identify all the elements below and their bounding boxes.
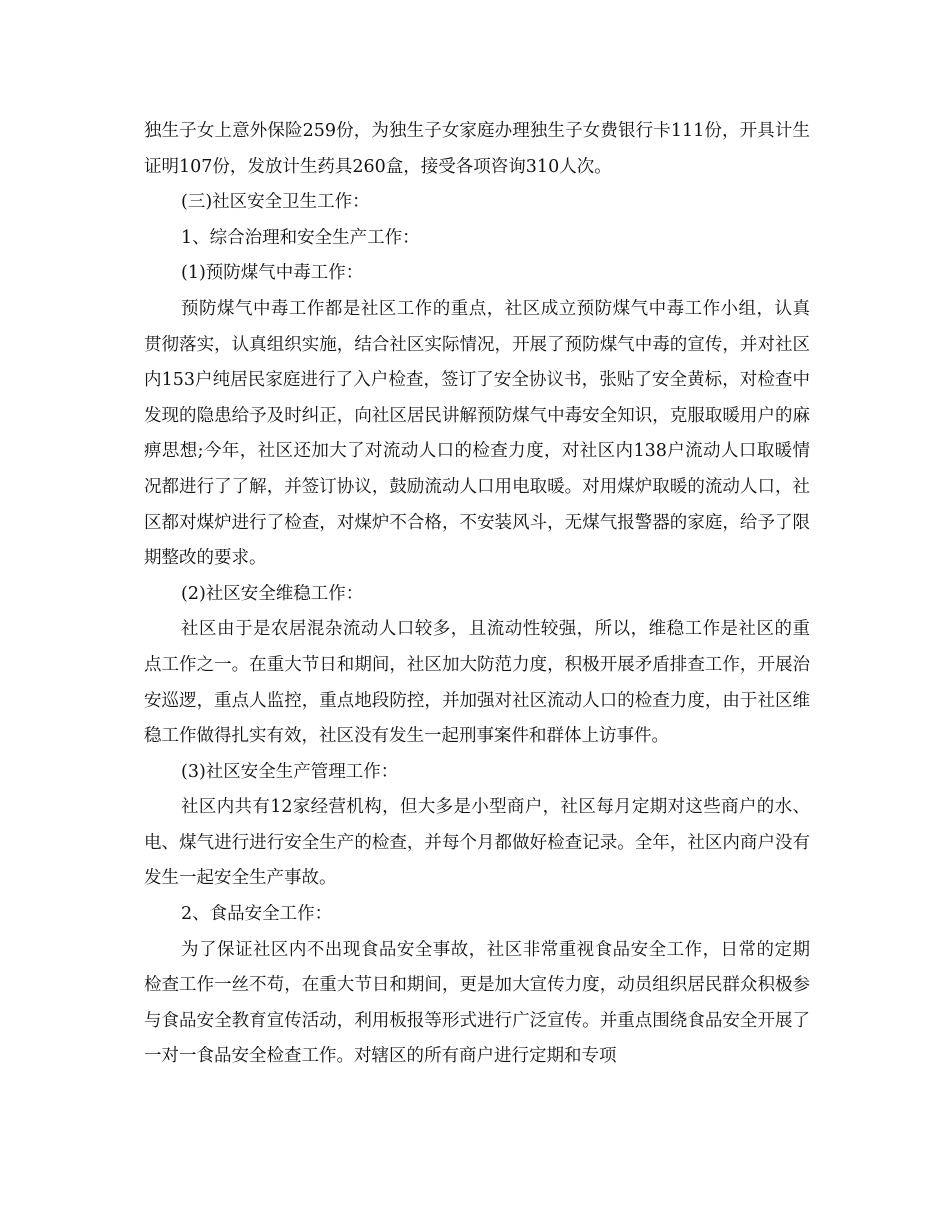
paragraph-family-planning-tail: 独生子女上意外保险259份，为独生子女家庭办理独生子女费银行卡111份，开具计生证明107份，发放计生药具260盒，接受各项咨询310人次。 — [144, 121, 810, 177]
heading-gas-poisoning-prevention: (1)预防煤气中毒工作： — [181, 263, 364, 284]
heading-community-safety-health: (三)社区安全卫生工作： — [181, 192, 370, 213]
heading-stability-maintenance: (2)社区安全维稳工作： — [181, 583, 364, 604]
heading-food-safety: 2、食品安全工作： — [181, 904, 333, 925]
paragraph-stability-maintenance: 社区由于是农居混杂流动人口较多，且流动性较强，所以，维稳工作是社区的重点工作之一。在重大节日和期间，社区加大防范力度，积极开展矛盾排查工作，开展治安巡逻，重点人监控，重点地段防控，并加强对社区流动人口的检查力度，由于社区维稳工作做得扎实有效，社区没有发生一起刑事案件和群体上访事件。 — [144, 619, 810, 747]
heading-production-safety: (3)社区安全生产管理工作： — [181, 761, 399, 782]
heading-comprehensive-governance: 1、综合治理和安全生产工作： — [181, 227, 420, 248]
document-body — [144, 114, 810, 1075]
paragraph-food-safety: 为了保证社区内不出现食品安全事故，社区非常重视食品安全工作，日常的定期检查工作一丝不苟，在重大节日和期间，更是加大宣传力度，动员组织居民群众积极参与食品安全教育宣传活动，利用板报等形式进行广泛宣传。并重点围绕食品安全开展了一对一食品安全检查工作。对辖区的所有商户进行定期和专项 — [144, 939, 810, 1067]
paragraph-gas-poisoning-prevention: 预防煤气中毒工作都是社区工作的重点，社区成立预防煤气中毒工作小组，认真贯彻落实，认真组织实施，结合社区实际情况，开展了预防煤气中毒的宣传，并对社区内153户纯居民家庭进行了入户检查，签订了安全协议书，张贴了安全黄标，对检查中发现的隐患给予及时纠正，向社区居民讲解预防煤气中毒安全知识，克服取暖用户的麻痹思想;今年，社区还加大了对流动人口的检查力度，对社区内138户流动人口取暖情况都进行了了解，并签订协议，鼓励流动人口用电取暖。对用煤炉取暖的流动人口，社区都对煤炉进行了检查，对煤炉不合格，不安装风斗，无煤气报警器的家庭，给予了限期整改的要求。 — [144, 298, 810, 569]
paragraph-production-safety: 社区内共有12家经营机构，但大多是小型商户，社区每月定期对这些商户的水、电、煤气进行进行安全生产的检查，并每个月都做好检查记录。全年，社区内商户没有发生一起安全生产事故。 — [144, 797, 810, 889]
